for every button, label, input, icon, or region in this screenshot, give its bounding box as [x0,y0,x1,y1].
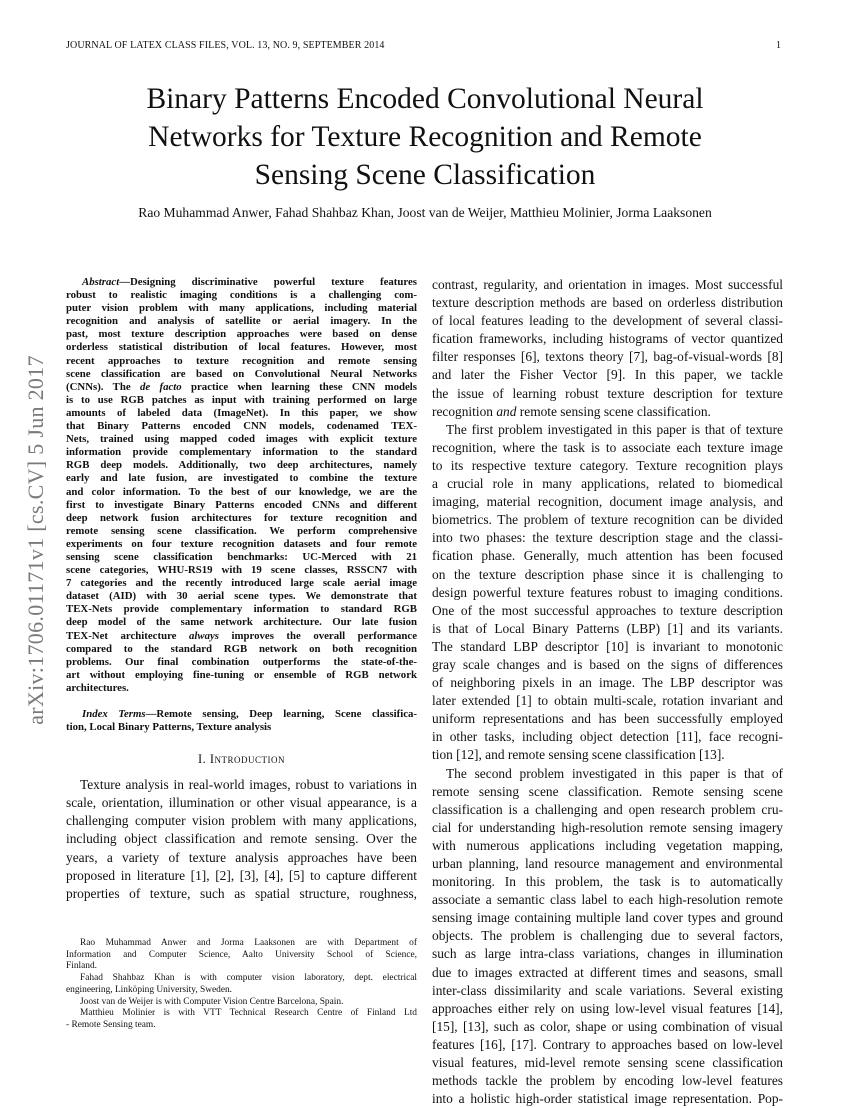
body-line: cial for understanding high-resolution remote sensing imagery [432,819,783,835]
body-line: gray scale changes and is based on the signs of differences [432,656,783,672]
abstract-line: robust to realistic imaging conditions is a challenging com- [66,289,417,302]
body-line: to its respective texture category. Texture recognition plays [432,457,783,473]
body-line: due to images extracted at different times and seasons, small [432,964,783,980]
body-line: urban planning, land resource management and environmental [432,856,783,871]
abstract-line: past, most texture description approaches were based on dense [66,328,417,341]
body-line: tion [12], and remote sensing scene classification [13]. [432,747,725,763]
index-terms-line: Index Terms—Remote sensing, Deep learning, Scene classifica- [82,708,417,720]
intro-line: challenging computer vision problem with many applications, [66,813,417,829]
body-line: The first problem investigated in this paper is that of texture [446,421,783,437]
abstract-line: remote sensing scene classification. We perform comprehensive [66,524,417,537]
index-terms-line: tion, Local Binary Patterns, Texture analysis [66,721,272,734]
body-line: filter responses [6], textons theory [7], bag-of-visual-words [8] [432,349,783,365]
body-line: into a holistic high-order statistical image representation. Pop- [432,1091,783,1107]
abstract-line: problems. Our final combination outperforms the state-of-the- [66,655,417,668]
body-line: is that of Local Binary Patterns (LBP) [1] and its variants. [432,620,783,636]
abstract-line: that Binary Patterns encoded CNN models, codenamed TEX- [66,420,417,433]
abstract-line: first to investigate Binary Patterns encoded CNNs and different [66,498,417,511]
title-line: Sensing Scene Classification [254,159,596,191]
body-line: fication phase. Generally, much attention has been focused [432,548,783,564]
footnote-line: Joost van de Weijer is with Computer Vision Centre Barcelona, Spain. [80,996,344,1007]
body-line: imaging, material recognition, document image analysis, and [432,494,783,510]
body-line: associate a semantic class label to each high-resolution remote [432,892,783,908]
abstract-line: sensing scene classification benchmarks: UC-Merced with 21 [66,550,417,563]
author-list: Rao Muhammad Anwer, Fahad Shahbaz Khan, Joost van de Weijer, Matthieu Molinier, Jorma Laaksonen [138,205,712,220]
body-line: remote sensing scene classification. Remote sensing scene [432,783,783,799]
abstract-line: TEX-Net architecture always improves the overall performance [66,629,418,642]
abstract-line: recent approaches to texture recognition and remote sensing [66,354,417,367]
abstract-line: scene categories, WHU-RS19 with 19 scene classes, RSSCN7 with [66,564,417,577]
body-line: objects. The problem is challenging due to several factors, [432,928,783,944]
footnotes [66,938,417,1032]
body-line: design powerful texture features robust to imaging conditions. [432,584,783,600]
intro-line: proposed in literature [1], [2], [3], [4], [5] to capture different [66,867,417,883]
abstract-line: compared to the standard RGB network on both recognition [66,642,417,655]
body-line: such as large intra-class variations, changes in illumination [432,946,783,962]
body-line: visual features, mid-level remote sensing scene classification [432,1055,783,1071]
intro-line: years, a variety of texture analysis approaches have been [66,849,417,865]
page-number: 1 [776,40,781,51]
body-line: on the texture description phase since it is challenging to [432,566,783,582]
body-line: methods tackle the problem by encoding low-level features [432,1073,783,1089]
title-line: Binary Patterns Encoded Convolutional Neural [146,83,704,115]
footnote-line: - Remote Sensing team. [66,1019,156,1030]
abstract-line: recognition and analysis of satellite or aerial imagery. In the [66,315,417,328]
abstract-line: deep model of the same network architecture. Our late fusion [66,616,417,629]
abstract-line: orderless statistical distribution of local features. However, most [66,341,417,354]
footnote-line: Matthieu Molinier is with VTT Technical Research Centre of Finland Ltd [80,1008,417,1019]
body-line: The second problem investigated in this paper is that of [446,765,783,781]
abstract-line: and color information. To the best of our knowledge, we are the [66,485,417,498]
left-column [66,276,417,903]
body-line: biometrics. The problem of texture recognition can be divided [432,512,783,528]
abstract-line: deep network fusion architectures for texture recognition and [66,511,417,524]
abstract-line: is to use RGB patches as input with training performed on large [66,393,417,406]
body-line: contrast, regularity, and orientation in images. Most successful [432,277,783,292]
body-line: uniform representations and has been successfully employed [432,711,783,727]
body-line: of local features leading to the development of several classi- [432,313,783,329]
footnote-line: engineering, Linköping University, Sweden. [66,984,233,995]
body-line: with numerous applications including vegetation mapping, [432,837,783,853]
footnote-line: Fahad Shahbaz Khan is with computer vision laboratory, dept. electrical [80,973,417,984]
intro-paragraph [66,776,417,903]
abstract-line: scene classification are based on Convolutional Neural Networks [66,367,417,380]
arxiv-stamp: arXiv:1706.01171v1 [cs.CV] 5 Jun 2017 [23,355,48,725]
body-line: texture description methods are based on orderless distribution [432,295,783,311]
body-line: recognition and remote sensing scene classification. [432,403,711,419]
running-header: JOURNAL OF LATEX CLASS FILES, VOL. 13, NO. 9, SEPTEMBER 2014 [66,40,385,51]
footnote-line: Finland. [66,961,97,972]
body-line: inter-class dissimilarity and scale variations. Several existing [432,982,783,998]
section-heading [66,752,417,767]
body-line: recognition, where the task is to associate each texture image [432,439,783,455]
abstract-line: 7 categories and the recently introduced large scale aerial image [66,577,417,590]
abstract-line: early and late fusion, are investigated to combine the texture [66,472,417,485]
abstract-line: (CNNs). The de facto practice when learning these CNN models [66,380,417,393]
abstract-line: puter vision problem with many applications, including material [66,302,417,315]
abstract-line: architectures. [66,681,129,694]
abstract-line: dataset (AID) with 30 aerial scene types. We demonstrate that [66,590,417,603]
abstract-line: art without employing fine-tuning or ensemble of RGB network [66,668,417,681]
intro-line: including object classification and remote sensing. Over the [66,831,417,847]
body-line: approaches either rely on using low-level visual features [14], [432,1000,783,1016]
body-line: into two phases: the texture description stage and the classi- [432,530,783,546]
right-column [432,276,783,1108]
intro-line: properties of texture, such as spatial structure, roughness, [66,885,417,901]
body-line: later extended [1] to obtain multi-scale, rotation invariant and [432,693,783,709]
section-numeral: I. [197,752,207,767]
body-line: features [16], [17]. Contrary to approaches based on low-level [432,1036,783,1052]
paper-title [70,80,780,194]
abstract-line: information provide complementary information to the standard [66,446,417,459]
body-line: One of the most successful approaches to texture description [432,602,783,618]
abstract-line: amounts of labeled data (ImageNet). In this paper, we show [66,406,417,419]
index-terms [66,708,417,734]
abstract-line: experiments on four texture recognition datasets and four remote [66,537,417,550]
abstract-line: TEX-Nets provide complementary information to standard RGB [66,603,417,616]
body-line: fication frameworks, including histograms of vector quantized [432,331,783,347]
footnote-line: Rao Muhammad Anwer and Jorma Laaksonen are with Department of [80,938,417,948]
body-line: the issue of learning robust texture description for texture [432,385,783,401]
body-line: The standard LBP descriptor [10] is invariant to monotonic [432,638,783,654]
intro-line: Texture analysis in real-world images, robust to variations in [80,777,417,793]
intro-line: scale, orientation, illumination or other visual appearance, is a [66,795,417,811]
body-line: a crucial role in many applications, related to biomedical [432,476,783,492]
body-line: [15], [13], such as color, shape or using combination of visual [432,1018,783,1034]
title-line: Networks for Texture Recognition and Remote [148,121,702,153]
body-line: and later the Fisher Vector [9]. In this paper, we tackle [432,367,783,383]
abstract-line: RGB deep models. Additionally, two deep architectures, namely [66,459,417,472]
abstract-line: Abstract—Designing discriminative powerful texture features [82,276,417,288]
body-line: monitoring. In this problem, the task is to automatically [432,874,783,890]
body-line: sensing image containing multiple land cover types and ground [432,910,783,926]
footnote-line: Information and Computer Science, Aalto University School of Science, [66,949,417,960]
body-line: in other tasks, including object detection [11], face recogni- [432,729,783,745]
body-line: classification is a challenging and open research problem cru- [432,801,783,817]
section-title: Introduction [209,752,286,767]
body-line: of neighboring pixels in an image. The LBP descriptor was [432,675,783,691]
abstract-line: Nets, trained using mapped coded images with explicit texture [66,433,417,446]
abstract [66,276,417,695]
